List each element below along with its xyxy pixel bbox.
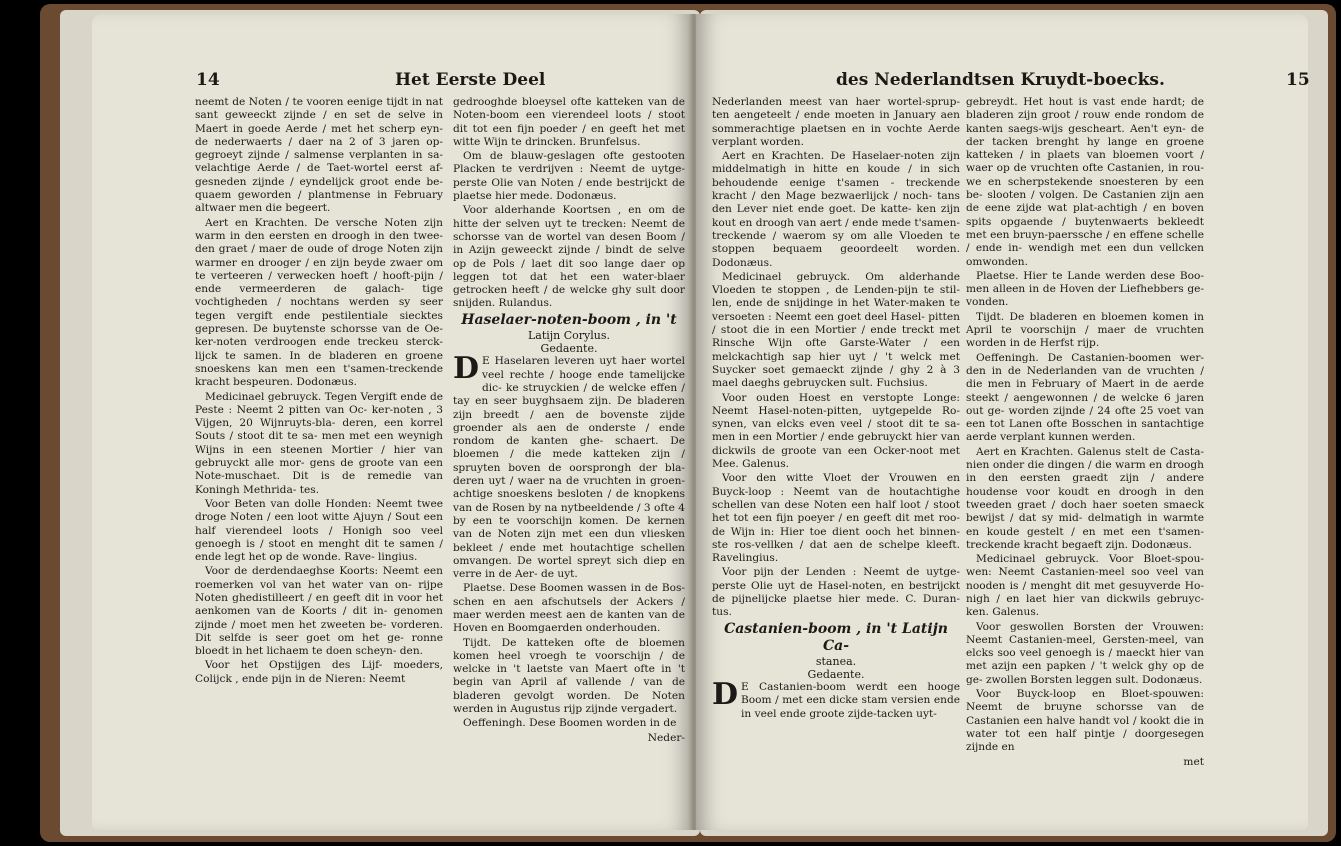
- paragraph: Aert en Krachten. Galenus stelt de Casta- nien onder die dingen / die warm en droogh in den eersten graedt zijn / andere houdense voor koudt en droogh in den tweeden graet / doch haer soeten smaeck bewijst / dat sy mid- delmatigh in warmte en koude gestelt / en met een t'samen-treckende kracht begaeft zijn. Dodonæus.: [966, 445, 1204, 551]
- running-title: des Nederlandtsen Kruydt-boecks.: [836, 70, 1165, 90]
- catchword: met: [1183, 755, 1204, 768]
- paragraph: Voor Beten van dolle Honden: Neemt twee droge Noten / een loot witte Ajuyn / Sout een half vierendeel loots / Honigh soo veel genoegh is / stoot en menght dit te samen / ende legt het op de wonde. Rave- lingius.: [195, 497, 443, 564]
- paragraph: Oeffeningh. De Castanien-boomen wer- den in de Nederlanden van de vruchten / die men in February of Maert in de aerde steekt / aengewonnen / de welcke 6 jaren out ge- worden zijnde / 24 ofte 25 voet van een tot Lanen ofte Bosschen in santachtige aerde verplant kunnen werden.: [966, 351, 1204, 444]
- paragraph: Plaetse. Hier te Lande werden dese Boo- men alleen in de Hoven der Liefhebbers ge- vonden.: [966, 269, 1204, 309]
- catchword: Neder-: [647, 731, 685, 744]
- paragraph: gebreydt. Het hout is vast ende hardt; de bladeren zijn groot / rouw ende rondom de kanten saegs-wijs gescheart. Aen't eyn- de der tacken brenght hy lange en groene katteken / in plaets van bloemen voort / waer op de vruchten ofte Castanien, in rou- we en scherpstekende snoesteren by een be- slooten / volgen. De Castanien zijn aen de eene zijde wat plat-achtigh / en boven spits opgaende / buytenwaerts bekleedt met een bruyn-paerssche / en effene schelle / ende in- wendigh met een dun vellcken omwonden.: [966, 96, 1204, 268]
- right-column-2: [966, 96, 1204, 768]
- section-subheading: stanea.: [815, 654, 857, 668]
- gedaente-label: Gedaente.: [807, 667, 865, 681]
- paragraph: neemt de Noten / te vooren eenige tijdt in nat sant geweeckt zijnde / en set de selve in Maert in goede Aerde / met het scherp eyn- de nederwaerts / daer na 2 of 3 jaren op- gegroeyt zijnde / salmense verplanten in sa- velachtige Aerde / de Taet-wortel eerst af- gesneden zijnde / eyndelijck groot ende be- quaem geworden / plantmense in February altwaer men die begeert.: [195, 96, 443, 215]
- paragraph: Nederlanden meest van haer wortel-sprup- ten aengeteelt / ende moeten in January aen sommerachtige plaetsen en in vochte Aerde verplant worden.: [712, 96, 960, 148]
- left-column-1: [195, 96, 443, 716]
- paragraph: Voor geswollen Borsten der Vrouwen: Neemt Castanien-meel, Gersten-meel, van elcks soo veel genoegh is / maeckt hier van met azijn een papken / 't welck ghy op de ge- zwollen Borsten leggen sult. Dodonæus.: [966, 620, 1204, 686]
- section-heading: Castanien-boom , in 't Latijn Ca-: [724, 620, 948, 654]
- paragraph: Tijdt. De katteken ofte de bloemen komen heel vroegh te voorschijn / de welcke in 't laetste van Maert ofte in 't begin van April af vallende / van de bladeren gevolgt worden. De Noten werden in Augustus rijp zijnde vergadert.: [453, 636, 685, 716]
- section-subheading: Latijn Corylus.: [527, 328, 611, 342]
- paragraph: Om de blauw-geslagen ofte gestooten Placken te verdrijven : Neemt de uytge- perste Olie van Noten / ende bestrijckt de plaetse hier mede. Dodonæus.: [453, 150, 685, 203]
- running-title: Het Eerste Deel: [395, 70, 546, 90]
- page-number: 15: [1286, 70, 1310, 90]
- paragraph: Tijdt. De bladeren en bloemen komen in April te voorschijn / maer de vruchten worden in de Herfst rijp.: [966, 310, 1204, 350]
- page-number: 14: [196, 70, 220, 90]
- paragraph: Medicinael gebruyck. Voor Bloet-spou- wen: Neemt Castanien-meel soo veel van nooden is / menght dit met gesuyverde Ho- nigh / en laet hier van dickwils gebruyc- ken. Galenus.: [966, 553, 1204, 619]
- paragraph: Aert en Krachten. De Haselaer-noten zijn middelmatigh in hitte en koude / in sich behoudende eenige t'samen - treckende kracht / den Mage bezwaerlijck / noch- tans den Lever niet ende goet. De katte- ken zijn kout en droogh van aert / ende mede t'samen-treckende / waerom sy om alle Vloeden te stoppen bequaem geoordeelt worden. Dodonæus.: [712, 150, 960, 269]
- paragraph: Aert en Krachten. De versche Noten zijn warm in den eersten en droogh in den twee- den graet / maer de oude of droge Noten zijn warmer en drooger / en zijn beyde zwaer om te verteeren / verwecken hoeft / hooft-pijn / ende vermeerderen de galach- tige vochtigheden / nochtans werden sy seer tegen vergift ende pestilentiale siecktes gepresen. De buytenste schorsse van de Oe- ker-noten verdroogen ende treckeu sterck- lijck te samen. In de bladeren en groene snoeskens kan men een t'samen-treckende kracht bespeuren. Dodonæus.: [195, 216, 443, 389]
- paragraph: Oeffeningh. Dese Boomen worden in de: [463, 717, 677, 730]
- paragraph: E Castanien-boom werdt een hooge Boom / met een dicke stam versien ende in veel ende groote zijde-tacken uyt-: [741, 681, 960, 720]
- paragraph: Plaetse. Dese Boomen wassen in de Bos- schen en aen afschutsels der Ackers / maer werden meest aen de kanten van de Hoven en Boomgaerden onderhouden.: [453, 582, 685, 635]
- left-page: [92, 14, 692, 830]
- drop-cap: D: [453, 351, 480, 387]
- paragraph: Voor de derdendaeghse Koorts: Neemt een roemerken vol van het water van on- rijpe Noten ghedistilleert / en geeft dit in voor het aenkomen van de Koorts / dit in- genomen zijnde / moet men het zweeten be- vorderen. Dit selfde is seer goet om het ge- ronne bloedt in het lichaem te doen scheyn- den.: [195, 565, 443, 658]
- paragraph: gedrooghde bloeysel ofte katteken van de Noten-boom een vierendeel loots / stoot dit tot een fijn poeder / en geeft het met witte Wijn te drincken. Brunfelsus.: [453, 96, 685, 148]
- paragraph: Voor den witte Vloet der Vrouwen en Buyck-loop : Neemt van de houtachtighe schellen van dese Noten een half loot / stoot het tot een fijn poeyer / en geeft dit met roo- de Wijn in: Hier toe dient ooch het binnen- ste ros-vellken / dat aen de schelpe kleeft. Ravelingius.: [712, 472, 960, 565]
- paragraph: Voor ouden Hoest en verstopte Longe: Neemt Hasel-noten-pitten, uytgepelde Ro- synen, van elcks even veel / stoot dit te sa- men in een Mortier / ende gebruyckt hier van dickwils de groote van een Ocker-noot met Mee. Galenus.: [712, 391, 960, 471]
- gedaente-label: Gedaente.: [540, 342, 598, 356]
- right-page: [696, 14, 1308, 830]
- paragraph: Voor pijn der Lenden : Neemt de uytge- perste Olie uyt de Hasel-noten, en bestrijckt de pijnelijcke plaetse hier mede. C. Duran- tus.: [712, 566, 960, 619]
- paragraph: Voor alderhande Koortsen , en om de hitte der selven uyt te trecken: Neemt de schorsse van de wortel van desen Boom / in Azijn geweeckt zijnde / bindt de selve op de Pols / laet dit soo lange daer op leggen tot dat het een water-blaer getrocken heeft / de welcke ghy sult door snijden. Rulandus.: [453, 204, 685, 310]
- section-heading: Haselaer-noten-boom , in 't: [461, 311, 677, 328]
- paragraph: Voor het Opstijgen des Lijf- moeders, Colijck , ende pijn in de Nieren: Neemt: [195, 659, 443, 685]
- left-column-2: [453, 96, 685, 746]
- right-column-1: [712, 96, 960, 736]
- paragraph: Medicinael gebruyck. Om alderhande Vloeden te stoppen , de Lenden-pijn te stil- len, ende de snijdinge in het Water-maken te versoeten : Neemt een goet deel Hasel- pitten / stoot die in een Mortier / ende treckt met Rinsche Wijn ofte Garste-Water / een melckachtigh sap hier uyt / 't welck met Suycker soet gemaeckt zijnde / ghy 2 à 3 mael daeghs gebruycken sult. Fuchsius.: [712, 270, 960, 390]
- paragraph: Medicinael gebruyck. Tegen Vergift ende de Peste : Neemt 2 pitten van Oc- ker-noten , 3 Vijgen, 20 Wijnruyts-bla- deren, een korrel Souts / stoot dit te sa- men met een weynigh Wijns in een steenen Mortier / hier van gebruyckt alle mor- gens de groote van een Note-muschaet. Dit is de remedie van Koningh Methrida- tes.: [195, 390, 443, 496]
- drop-cap: D: [712, 677, 739, 713]
- paragraph: Voor Buyck-loop en Bloet-spouwen: Neemt de bruyne schorsse van de Castanien een halve handt vol / kookt die in water tot een half pintje / doorgesegen zijnde en: [966, 688, 1204, 754]
- paragraph: E Haselaren leveren uyt haer wortel veel rechte / hooge ende tamelijcke dic- ke struyckien / de welcke effen / tay en seer buyghsaem zijn. De bladeren zijn breedt / aen de bovenste zijde groender als aen de onderste / ende rondom de kanten ghe- schaert. De bloemen / die mede katteken zijn / spruyten boven de oorsprongh der bla- deren uyt / waer na de vruchten in groen- achtige snoeskens besloten / de knopkens van de Rosen by na nytbeeldende / 3 ofte 4 by een te voorschijn komen. De kernen van de Noten zijn met een dun vliesken bekleet / ende met houtachtige schellen omvangen. De wortel spreyt sich diep en verre in de Aer- de uyt.: [453, 355, 685, 581]
